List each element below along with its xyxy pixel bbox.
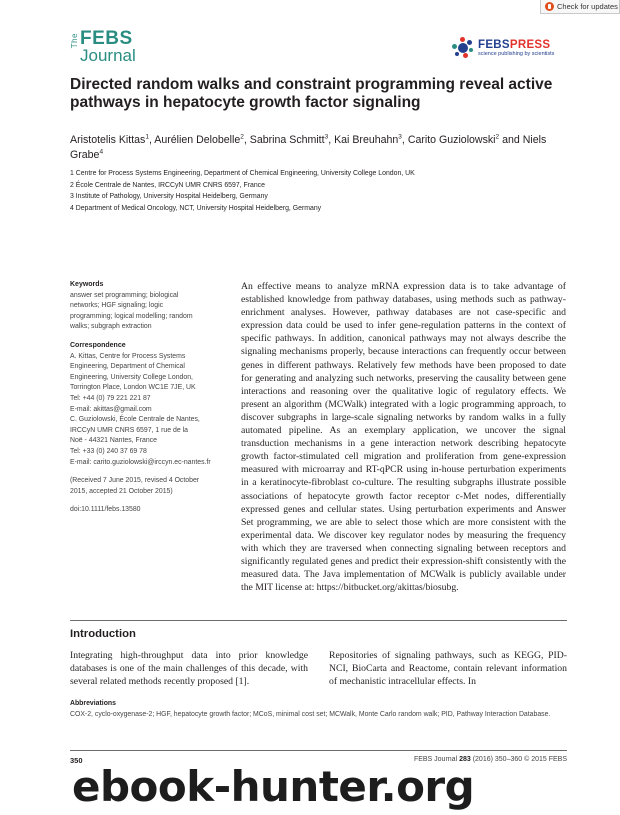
correspondence-line: Engineering, University College London,: [70, 373, 193, 381]
introduction-heading: Introduction: [70, 628, 136, 640]
received-line: 2015, accepted 21 October 2015): [70, 487, 173, 495]
keywords-section: [70, 280, 230, 333]
affiliation-4: 4 Department of Medical Oncology, NCT, University Hospital Heidelberg, Germany: [70, 205, 322, 213]
correspondence-line: A. Kittas, Centre for Process Systems: [70, 352, 186, 360]
introduction-column-left: Integrating high-throughput data into prior knowledge databases is one of the main challenges of this decade, with several related methods recently proposed [1].: [70, 650, 308, 688]
page-number: 350: [70, 756, 83, 765]
received-dates: [70, 476, 230, 497]
keywords-line: networks; HGF signaling; logic: [70, 302, 164, 310]
febs-press-dots-icon: [452, 37, 474, 59]
author-affiliation-mark: 3: [398, 133, 402, 141]
author-name: Niels Grabe: [70, 134, 547, 161]
check-for-updates-button[interactable]: [540, 0, 620, 14]
journal-logo-febs: FEBS: [80, 28, 133, 49]
abbreviations-heading: Abbreviations: [70, 700, 116, 707]
correspondence-line: Engineering, Department of Chemical: [70, 363, 185, 371]
correspondence-line: IRCCyN UMR CNRS 6597, 1 rue de la: [70, 426, 188, 434]
watermark-text: ebook-hunter.org: [72, 762, 475, 811]
author-name: Kai Breuhahn: [334, 134, 399, 146]
correspondence-heading: Correspondence: [70, 341, 126, 349]
author-affiliation-mark: 4: [99, 147, 104, 155]
author-affiliation-mark: 2: [495, 133, 500, 141]
author-name: Aristotelis Kittas: [70, 134, 146, 146]
introduction-column-right: Repositories of signaling pathways, such as KEGG, PID-NCI, BioCarta and Reactome, contain relevant information of mechanistic intracellular effects. In: [329, 650, 567, 688]
keywords-line: walks; subgraph extraction: [70, 323, 152, 331]
affiliation-1: 1 Centre for Process Systems Engineering, Department of Chemical Engineering, University College London, UK: [70, 170, 415, 177]
journal-logo-the: The: [70, 33, 79, 49]
citation-journal: FEBS Journal: [413, 756, 460, 763]
author-separator: and: [499, 134, 523, 146]
author-list: [70, 133, 570, 162]
article-title: Directed random walks and constraint programming reveal active pathways in hepatocyte growth factor signaling: [70, 76, 553, 111]
check-updates-icon: [545, 2, 554, 11]
affiliation-list: [70, 168, 415, 215]
affiliation-2: 2 École Centrale de Nantes, IRCCyN UMR CNRS 6597, France: [70, 181, 265, 189]
author-name: Aurélien Delobelle: [154, 134, 241, 146]
author-name: Sabrina Schmitt: [249, 134, 325, 146]
author-affiliation-mark: 2: [240, 133, 244, 141]
journal-logo-journal: Journal: [80, 46, 136, 65]
section-divider: [70, 620, 567, 621]
keywords-line: answer set programming; biological: [70, 291, 179, 299]
author-affiliation-mark: 3: [324, 133, 329, 141]
correspondence-line: Tel: +33 (0) 240 37 69 78: [70, 447, 147, 455]
press-logo-press: PRESS: [509, 39, 551, 51]
abbreviations-text: COX-2, cyclo-oxygenase-2; HGF, hepatocyte growth factor; MCoS, minimal cost set; MCWalk, Monte Carlo random walk; PID, Pathway Interaction Database.: [70, 710, 551, 718]
citation-volume: 283: [459, 756, 471, 763]
author-separator: ,: [148, 134, 155, 146]
correspondence-line: C. Guziolowski, École Centrale de Nantes,: [70, 416, 200, 424]
keywords-heading: Keywords: [70, 281, 104, 288]
keywords-line: programming; logical modelling; random: [70, 312, 193, 320]
febs-journal-logo: [70, 30, 136, 66]
affiliation-3: 3 Institute of Pathology, University Hospital Heidelberg, Germany: [70, 193, 268, 201]
correspondence-line: Torrington Place, London WC1E 7JE, UK: [70, 384, 196, 392]
author-separator: ,: [401, 134, 408, 146]
correspondence-section: [70, 341, 230, 468]
received-line: (Received 7 June 2015, revised 4 October: [70, 477, 200, 485]
correspondence-line: Tel: +44 (0) 79 221 221 87: [70, 394, 151, 402]
febs-press-logo: [452, 37, 554, 59]
article-sidebar: [70, 280, 230, 516]
press-logo-tagline: science publishing by scientists: [478, 51, 555, 57]
check-updates-label: Check for updates: [557, 2, 618, 11]
press-logo-febs: FEBS: [478, 39, 510, 51]
correspondence-line: Noë - 44321 Nantes, France: [70, 437, 157, 445]
author-separator: ,: [328, 134, 335, 146]
author-name: Carito Guziolowski: [407, 134, 496, 146]
citation-rest: (2016) 350–360 © 2015 FEBS: [470, 756, 567, 763]
abbreviations-section: [70, 699, 567, 721]
author-affiliation-mark: 1: [145, 133, 149, 141]
correspondence-email-link[interactable]: E-mail: carito.guziolowski@irccyn.ec-nantes.fr: [70, 458, 211, 466]
footer-divider: [70, 750, 567, 751]
doi-link[interactable]: doi:10.1111/febs.13580: [70, 506, 141, 514]
abstract: An effective means to analyze mRNA expression data is to take advantage of established knowledge from pathway databases, using methods such as pathway-enrichment analyses. However, pathway databases are not case-specific and expression data could be used to infer gene-regulation patterns in the context of specific pathways. In addition, canonical pathways may not always describe the signaling mechanisms properly, because interactions can frequently occur between genes in different pathways. Relatively few methods have been proposed to date for generating and analyzing such networks, preserving the causality between gene interactions and reasoning over the qualitative logic of regulatory effects. We present an algorithm (MCWalk) integrated with a logic programming approach, to discover subgraphs in large-scale signaling networks by random walks in a fully automated pipeline. As an exemplary application, we uncover the signal transduction mechanisms in a gene interaction network describing hepatocyte growth factor-stimulated cell migration and proliferation from gene-expression measured with microarray and RT-qPCR using in-house perturbation experiments in a keratinocyte-fibroblast co-culture. The resulting subgraphs illustrate possible associations of hepatocyte growth factor receptor c-Met nodes, differentially expressed genes and cellular states. Using perturbation experiments and Answer Set programming, we are able to select those which are more consistent with the experimental data. We discover key regulator nodes by measuring the frequency with which they are traversed when connecting signaling between receptors and significantly regulated genes and predict their expression-shift consistently with the measured data. The Java implementation of MCWalk is publicly available under the MIT license at: https://bitbucket.org/akittas/biosubg.: [241, 281, 566, 594]
author-separator: ,: [243, 134, 250, 146]
correspondence-email-link[interactable]: E-mail: akittas@gmail.com: [70, 405, 152, 413]
